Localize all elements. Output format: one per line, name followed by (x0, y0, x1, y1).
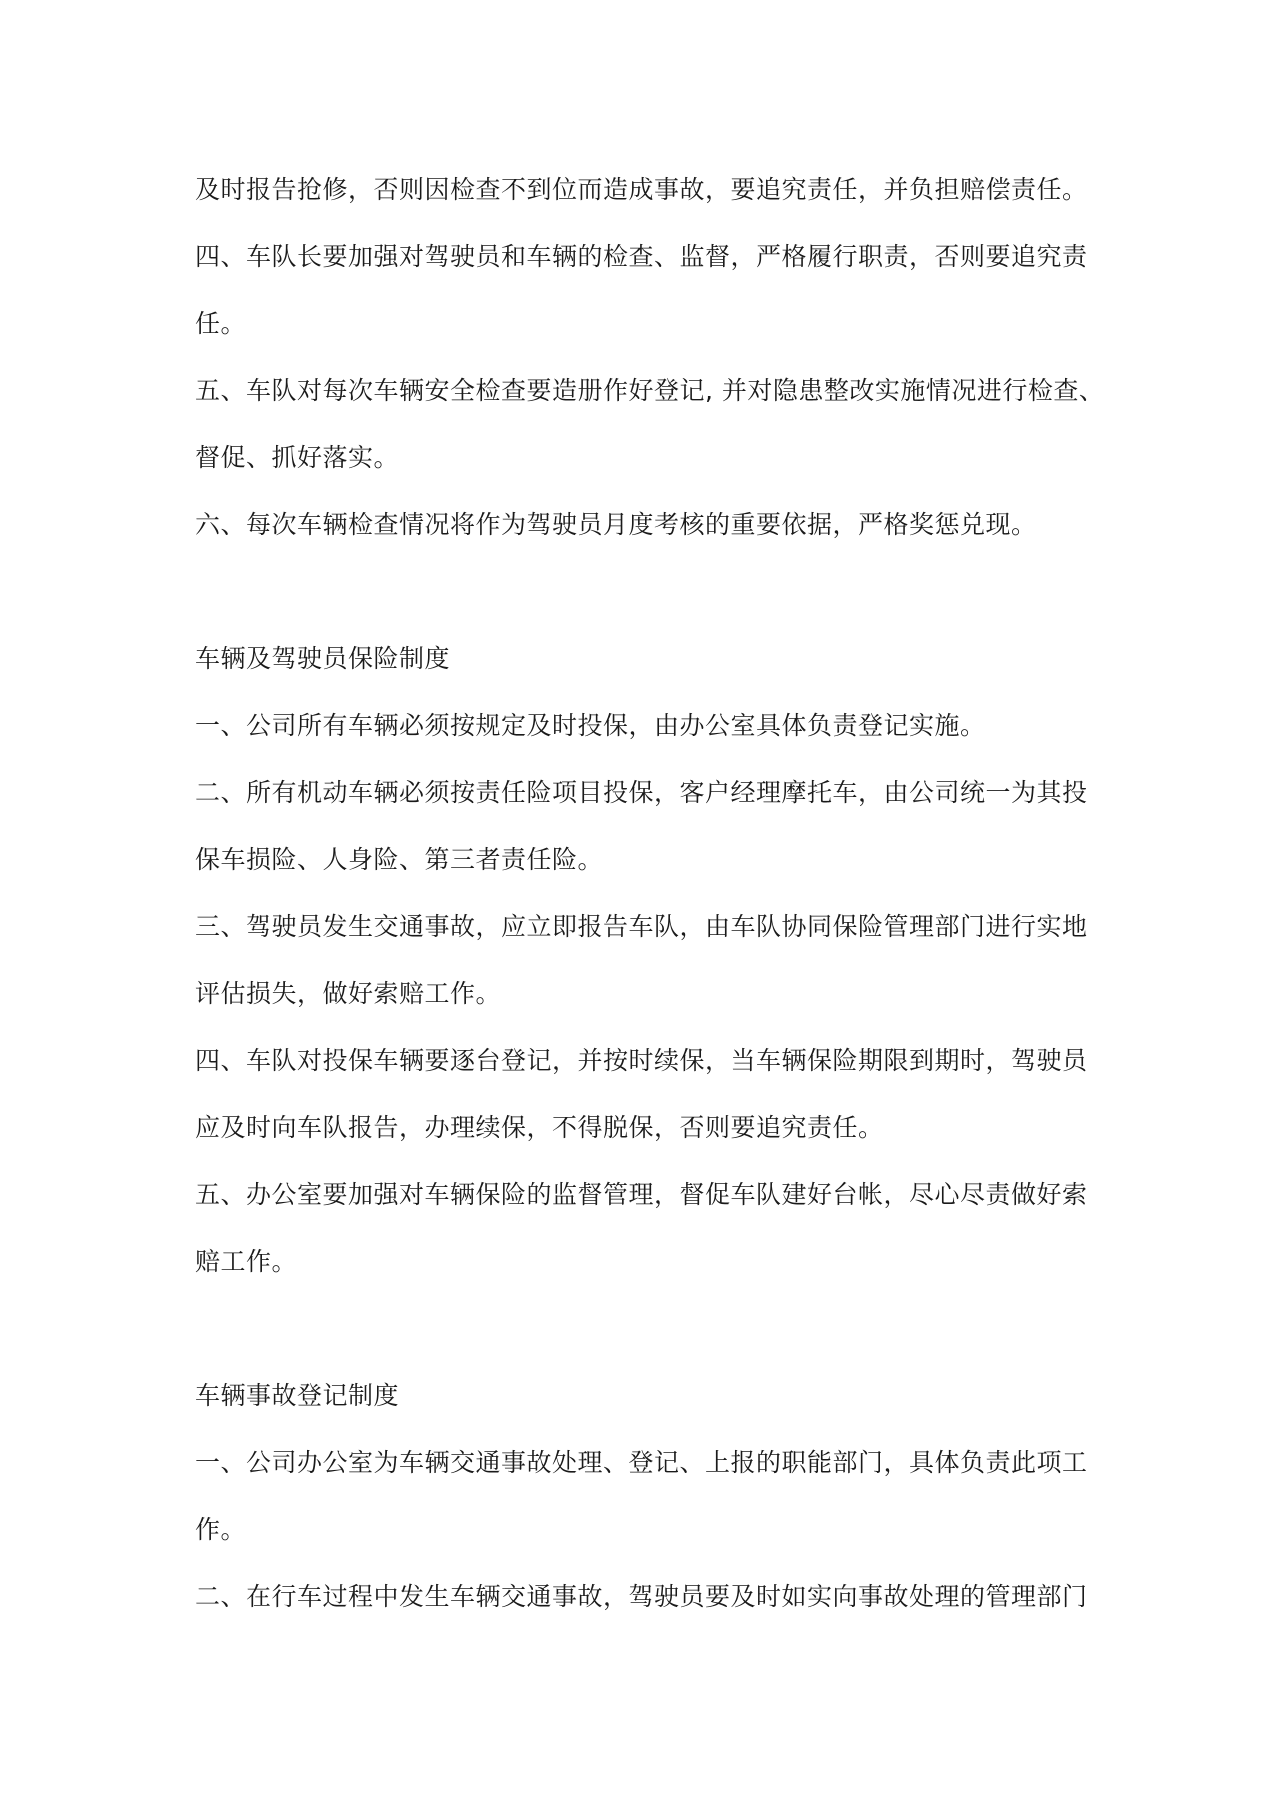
paragraph-line: 二、所有机动车辆必须按责任险项目投保，客户经理摩托车，由公司统一为其投 (195, 778, 1088, 807)
paragraph-line: 应及时向车队报告，办理续保，不得脱保，否则要追究责任。 (195, 1113, 884, 1142)
paragraph-line: 四、车队对投保车辆要逐台登记，并按时续保，当车辆保险期限到期时，驾驶员 (195, 1046, 1088, 1075)
paragraph-line: 任。 (195, 309, 247, 338)
paragraph-line: 督促、抓好落实。 (195, 443, 400, 472)
paragraph-line: 五、办公室要加强对车辆保险的监督管理，督促车队建好台帐，尽心尽责做好索 (195, 1180, 1088, 1209)
paragraph-line: 赔工作。 (195, 1247, 298, 1276)
paragraph-line: 六、每次车辆检查情况将作为驾驶员月度考核的重要依据，严格奖惩兑现。 (195, 510, 1037, 539)
paragraph-line: 四、车队长要加强对驾驶员和车辆的检查、监督，严格履行职责，否则要追究责 (195, 242, 1088, 271)
paragraph-line: 一、公司办公室为车辆交通事故处理、登记、上报的职能部门，具体负责此项工 (195, 1448, 1088, 1477)
paragraph-line: 评估损失，做好索赔工作。 (195, 979, 502, 1008)
paragraph-line: 三、驾驶员发生交通事故，应立即报告车队，由车队协同保险管理部门进行实地 (195, 912, 1088, 941)
section-heading: 车辆事故登记制度 (195, 1381, 400, 1410)
section-heading: 车辆及驾驶员保险制度 (195, 644, 451, 673)
paragraph-line: 作。 (195, 1515, 247, 1544)
paragraph-line: 保车损险、人身险、第三者责任险。 (195, 845, 604, 874)
paragraph-line: 五、车队对每次车辆安全检查要造册作好登记, 并对隐患整改实施情况进行检查、 (195, 376, 1105, 405)
paragraph-line: 一、公司所有车辆必须按规定及时投保，由办公室具体负责登记实施。 (195, 711, 986, 740)
paragraph-line: 二、在行车过程中发生车辆交通事故，驾驶员要及时如实向事故处理的管理部门 (195, 1582, 1088, 1611)
paragraph-line: 及时报告抢修，否则因检查不到位而造成事故，要追究责任，并负担赔偿责任。 (195, 175, 1088, 204)
